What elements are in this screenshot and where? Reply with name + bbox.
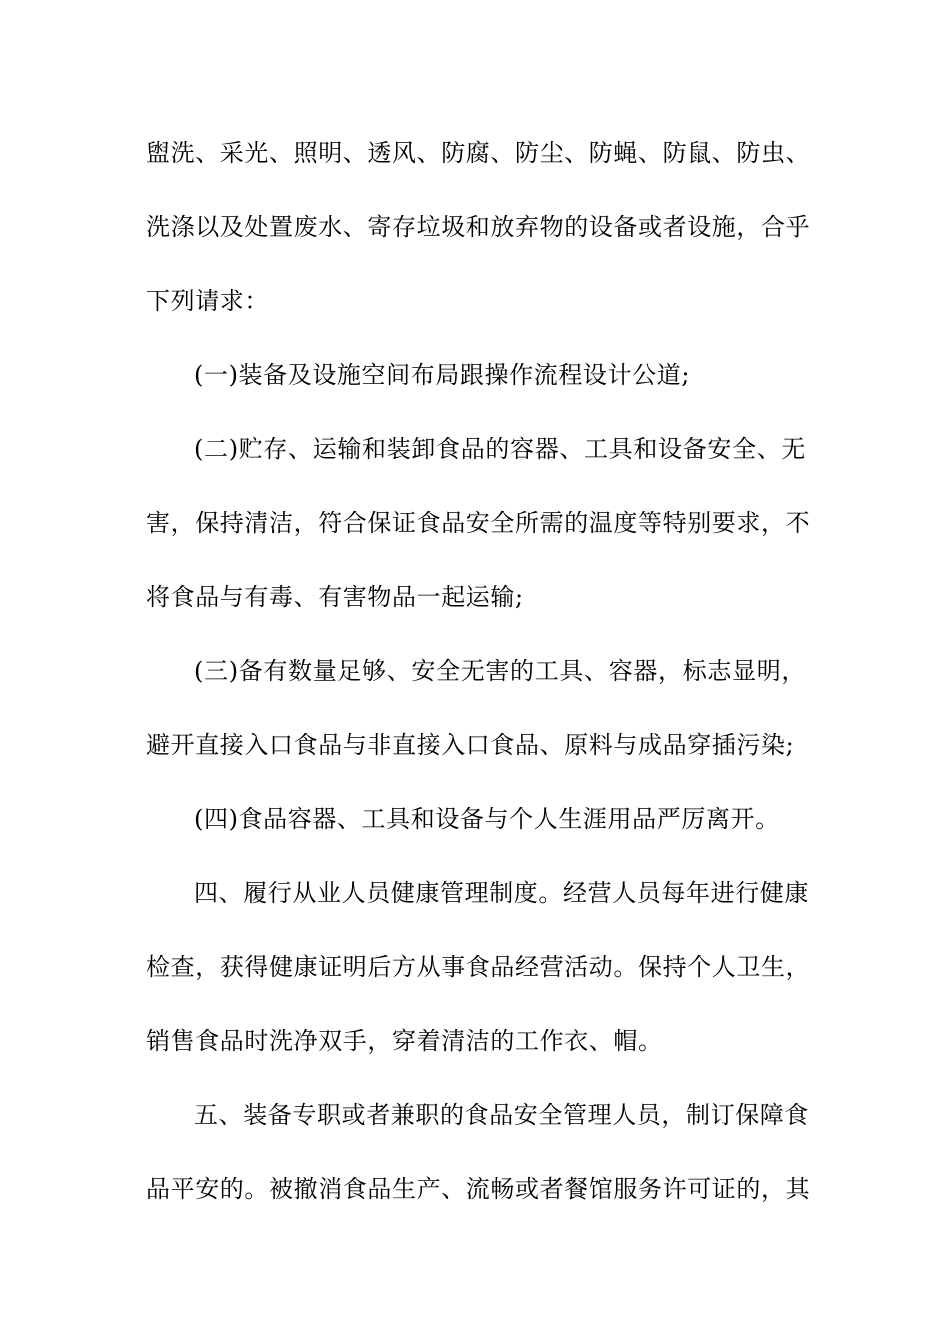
text-line-9: 避开直接入口食品与非直接入口食品、原料与成品穿插污染; <box>146 731 795 759</box>
text-line-3: 下列请求： <box>146 287 269 315</box>
text-line-5: (二)贮存、运输和装卸食品的容器、工具和设备安全、无 <box>194 435 806 463</box>
text-line-14: 五、装备专职或者兼职的食品安全管理人员，制订保障食 <box>194 1101 809 1129</box>
text-line-7: 将食品与有毒、有害物品一起运输; <box>146 583 524 611</box>
text-line-11: 四、履行从业人员健康管理制度。经营人员每年进行健康 <box>194 879 809 907</box>
text-line-6: 害，保持清洁，符合保证食品安全所需的温度等特别要求，不 <box>146 509 811 537</box>
text-line-8: (三)备有数量足够、安全无害的工具、容器，标志显明， <box>194 657 806 685</box>
text-line-1: 盥洗、采光、照明、透风、防腐、防尘、防蝇、防鼠、防虫、 <box>146 139 811 167</box>
text-line-10: (四)食品容器、工具和设备与个人生涯用品严厉离开。 <box>194 805 780 833</box>
text-line-4: (一)装备及设施空间布局跟操作流程设计公道; <box>194 361 691 389</box>
text-line-12: 检查，获得健康证明后方从事食品经营活动。保持个人卫生， <box>146 953 811 981</box>
text-line-13: 销售食品时洗净双手，穿着清洁的工作衣、帽。 <box>146 1027 663 1055</box>
text-line-2: 洗涤以及处置废水、寄存垃圾和放弃物的设备或者设施，合乎 <box>146 213 811 241</box>
text-line-15: 品平安的。被撤消食品生产、流畅或者餐馆服务许可证的，其 <box>146 1175 811 1203</box>
